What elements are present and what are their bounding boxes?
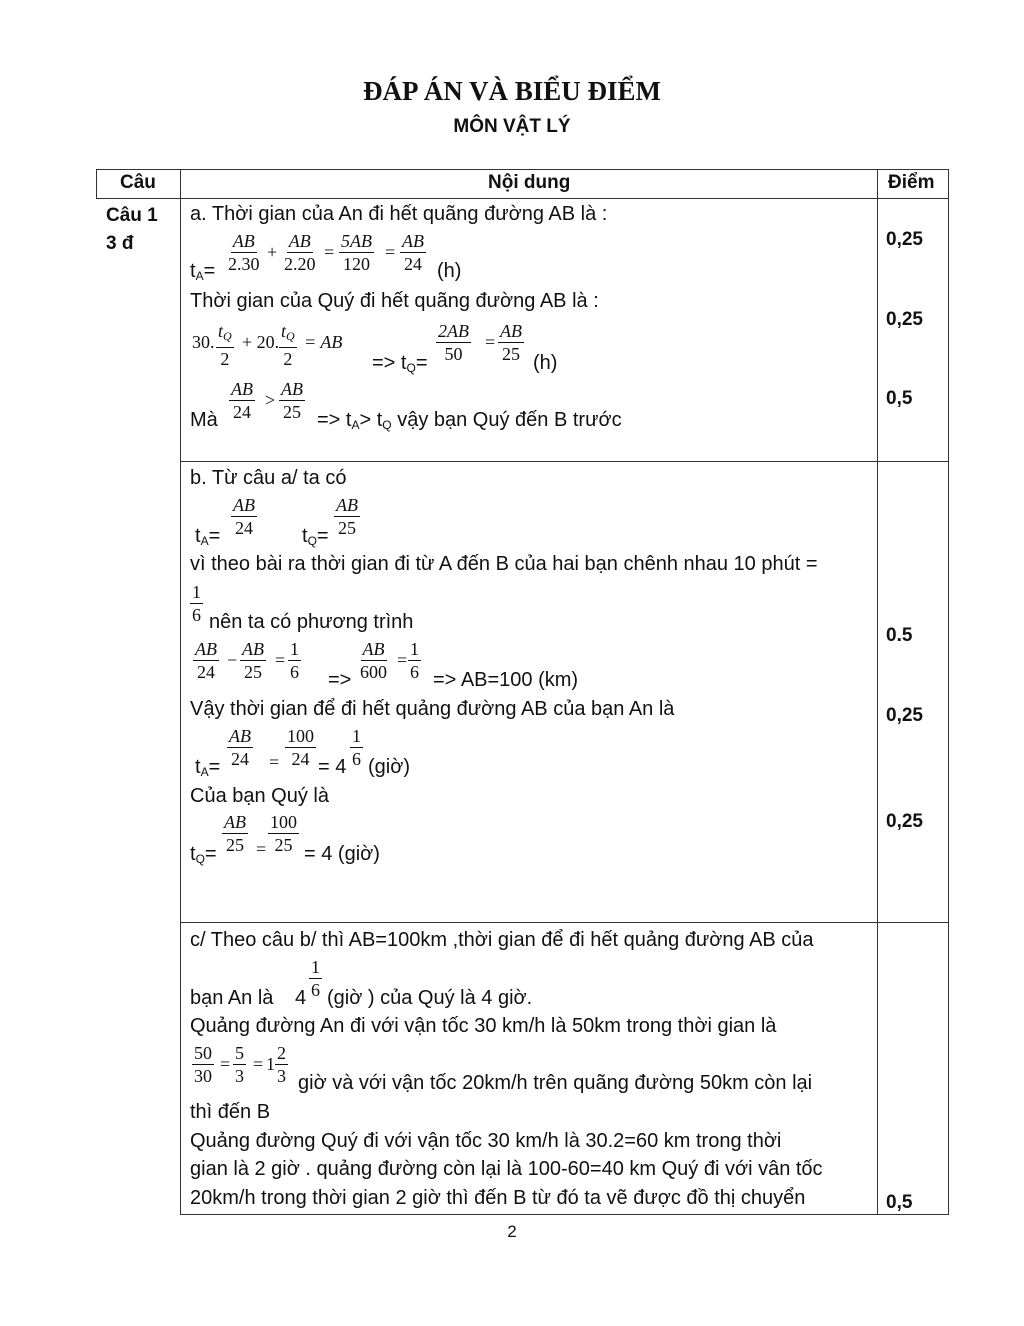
part-c-line2-end: (giờ ) của Quý là 4 giờ. (327, 987, 533, 1009)
fraction-100-24: 100 24 (287, 726, 314, 769)
score-c1: 0,5 (886, 1192, 913, 1213)
part-b-line1: b. Từ câu a/ ta có (190, 467, 347, 489)
fraction-ab-600: AB 600 (360, 639, 387, 682)
score-b2: 0,25 (886, 705, 923, 726)
part-c-line6: Quảng đường Quý đi với vận tốc 30 km/h là 30.2=60 km trong thời (190, 1130, 782, 1152)
fraction-1-6: 1 6 (352, 726, 361, 769)
op-minus: − (227, 650, 238, 670)
part-b-line2: vì theo bài ra thời gian đi từ A đến B của hai bạn chênh nhau 10 phút = (190, 553, 818, 575)
fraction-ab-25: AB 25 (500, 321, 522, 364)
fraction-1-6: 1 6 (410, 639, 419, 682)
page-title: ĐÁP ÁN VÀ BIỂU ĐIỂM (362, 76, 662, 106)
score-b3: 0,25 (886, 811, 923, 832)
tQ-label: => $t_Q=$ (372, 352, 428, 375)
fraction-ab-25: AB 25 (281, 379, 303, 422)
fraction-ab-24: AB 24 (233, 495, 255, 538)
part-a-line2: Thời gian của Quý đi hết quãng đường AB là : (190, 290, 599, 312)
fraction-1-6: 1 6 (311, 957, 320, 1000)
arrow: => (328, 669, 352, 691)
score-b1: 0.5 (886, 625, 913, 646)
fraction-ab-24: AB 24 (229, 726, 251, 769)
part-b-line3: nên ta có phương trình (209, 611, 414, 633)
tA-label: $t_A=$ (195, 525, 221, 548)
fraction-ab-24: AB 24 (231, 379, 253, 422)
op-equals: = (275, 650, 286, 670)
table-border-top (96, 169, 949, 170)
op-equals: = (385, 242, 396, 262)
equals-ab: = AB (304, 332, 343, 352)
fraction-5-3: 5 3 (235, 1043, 244, 1086)
table-border-bottom (180, 1214, 949, 1215)
fraction-2-3: 2 3 (277, 1043, 286, 1086)
ma-label: Mà (190, 409, 218, 431)
part-c-line1: c/ Theo câu b/ thì AB=100km ,thời gian để đi hết quảng đường AB của (190, 929, 814, 951)
header-noi-dung: Nội dung (488, 172, 571, 193)
fraction-ab-220: AB 2.20 (284, 231, 316, 274)
part-c-line2: bạn An là (190, 987, 274, 1009)
part-b-line4: Vậy thời gian để đi hết quảng đường AB của bạn An là (190, 698, 675, 720)
part-c-line7: gian là 2 giờ . quảng đường còn lại là 100-60=40 km Quý đi với vân tốc (190, 1158, 823, 1180)
op-greater: > (265, 390, 276, 410)
tA-label: $t_A=$ (190, 260, 216, 283)
table-border-left-header (96, 169, 97, 198)
coef-30: 30. (192, 332, 215, 352)
unit-hour: (h) (437, 260, 462, 282)
part-c-line3: Quảng đường An đi với vận tốc 30 km/h là 50km trong thời gian là (190, 1015, 777, 1037)
op-equals: = (485, 332, 496, 352)
part-b-line5: Của bạn Quý là (190, 785, 329, 807)
score-a1: 0,25 (886, 229, 923, 250)
fraction-tq-2: $t_Q$ 2 (218, 321, 232, 369)
op-plus: + (267, 242, 278, 262)
page-subtitle: MÔN VẬT LÝ (453, 116, 571, 137)
table-border-right (948, 169, 949, 1215)
unit-gio: (giờ) (368, 756, 411, 778)
fraction-ab-25: AB 25 (242, 639, 264, 682)
part-c-line4: giờ và với vận tốc 20km/h trên quãng đường 50km còn lại (298, 1072, 813, 1094)
header-cau: Câu (120, 172, 156, 193)
op-equals: = (269, 752, 280, 772)
op-equals: = (397, 650, 408, 670)
fraction-1-6: 1 6 (192, 582, 201, 625)
table-col-divider-2 (877, 169, 878, 1215)
part-c-line5: thì đến B (190, 1101, 271, 1123)
fraction-ab-24: AB 24 (402, 231, 424, 274)
op-equals: = (253, 1054, 264, 1074)
fraction-ab-230: AB 2.30 (228, 231, 260, 274)
table-col-divider-1 (180, 169, 181, 1215)
fraction-tq-2: $t_Q$ 2 (281, 321, 295, 369)
part-a-line1: a. Thời gian của An đi hết quãng đường AB là : (190, 203, 608, 225)
question-label: Câu 1 (106, 205, 158, 226)
result-gio: = 4 (giờ) (304, 843, 380, 865)
unit-hour: (h) (533, 352, 558, 374)
question-score: 3 đ (106, 233, 134, 254)
part-c-line8: 20km/h trong thời gian 2 giờ thì đến B từ đó ta vẽ được đồ thị chuyển (190, 1187, 806, 1209)
tA-label: $t_A=$ (195, 756, 221, 779)
score-a2: 0,25 (886, 309, 923, 330)
score-a3: 0,5 (886, 388, 913, 409)
tQ-label: $t_Q=$ (190, 843, 217, 866)
page-number: 2 (507, 1222, 517, 1241)
op-equals: = (324, 242, 335, 262)
mixed-number-4: = 4 (318, 756, 347, 778)
fraction-ab-25: AB 25 (336, 495, 358, 538)
fraction-ab-25: AB 25 (224, 812, 246, 855)
op-equals: = (256, 839, 267, 859)
header-diem: Điểm (888, 172, 935, 193)
mixed-number-4: 4 (295, 987, 307, 1009)
fraction-2ab-50: 2AB 50 (438, 321, 469, 364)
result-ab: => AB=100 (km) (433, 669, 579, 691)
fraction-1-6: 1 6 (290, 639, 299, 682)
row-divider-a-b (180, 461, 949, 462)
fraction-5ab-120: 5AB 120 (341, 231, 372, 274)
fraction-ab-24: AB 24 (195, 639, 217, 682)
coef-20: + 20. (242, 332, 280, 352)
mixed-number-1: 1 (266, 1054, 275, 1074)
fraction-50-30: 50 30 (194, 1043, 212, 1086)
tQ-label: $t_Q=$ (302, 525, 329, 548)
fraction-100-25: 100 25 (270, 812, 297, 855)
row-divider-b-c (180, 922, 949, 923)
table-header-divider (96, 198, 949, 199)
op-equals: = (220, 1054, 231, 1074)
part-a-conclusion: => $t_A> t_Q$ vậy bạn Quý đến B trước (317, 409, 622, 432)
